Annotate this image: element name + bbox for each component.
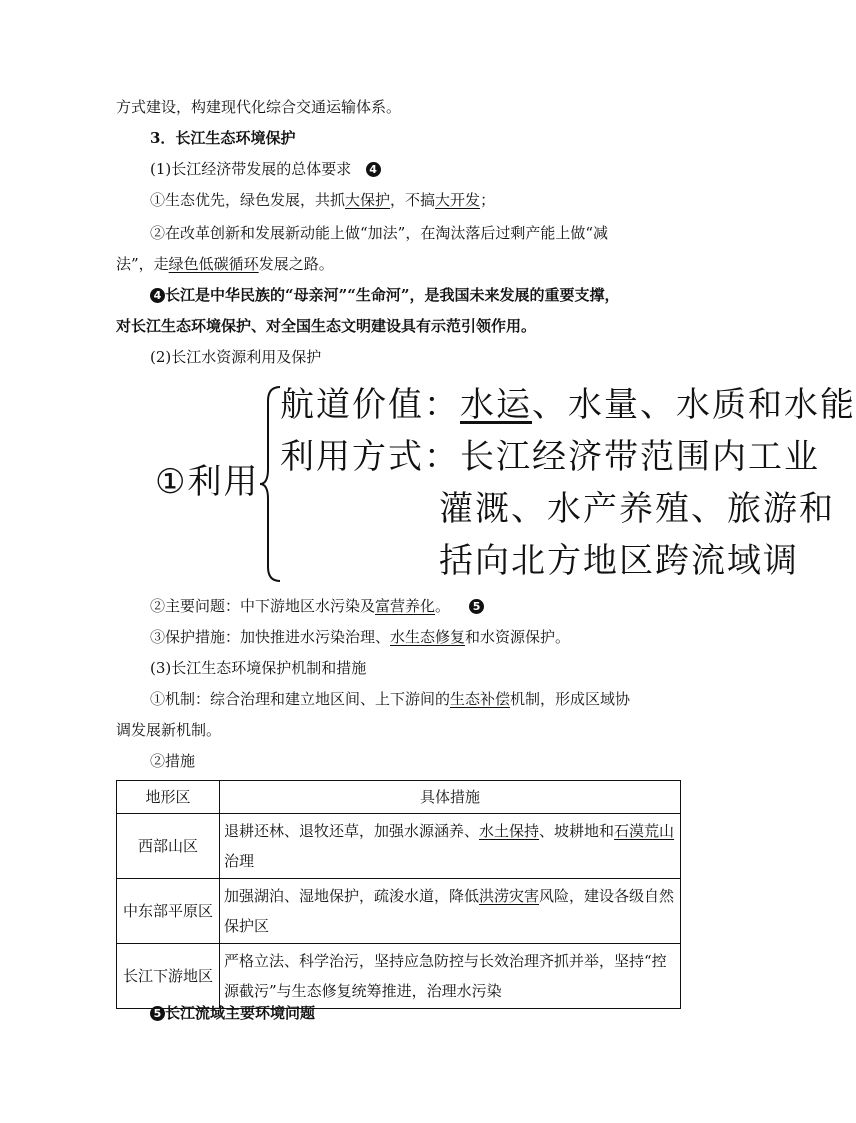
text: (2)长江水资源利用及保护 xyxy=(150,348,322,366)
text: 长江流域主要环境问题 xyxy=(165,1004,316,1022)
text: 、坡耕地和 xyxy=(539,822,615,840)
underlined-term: 大开发 xyxy=(435,191,481,209)
region-cell: 西部山区 xyxy=(117,814,220,879)
underlined-term: 水土保持 xyxy=(479,822,540,840)
note-marker-icon: 5 xyxy=(150,1006,165,1021)
table-row xyxy=(117,814,681,879)
text: ； xyxy=(480,191,496,209)
underlined-term: 水生态修复 xyxy=(390,628,466,646)
column-header: 地形区 xyxy=(117,781,220,814)
diagram-row xyxy=(439,489,835,529)
subheading xyxy=(150,659,366,677)
column-header: 具体措施 xyxy=(220,781,681,814)
note-line xyxy=(116,317,536,335)
text: 法”，走 xyxy=(116,255,169,273)
text: ③保护措施：加快推进水污染治理、 xyxy=(150,628,391,646)
text: 调发展新机制。 xyxy=(116,721,222,739)
text: 和水资源保护。 xyxy=(465,628,571,646)
paragraph-line xyxy=(116,98,401,116)
text: ①机制：综合治理和建立地区间、上下游间的 xyxy=(150,690,451,708)
diagram-row xyxy=(280,437,820,477)
paragraph-line xyxy=(150,628,570,646)
paragraph-line xyxy=(150,690,630,708)
diagram-row xyxy=(439,541,799,581)
text: 长江是中华民族的“母亲河”“生命河”，是我国未来发展的重要支撑， xyxy=(165,286,620,304)
table-header-row xyxy=(117,781,681,814)
text: 。 xyxy=(435,597,451,615)
note-marker-icon: 4 xyxy=(150,288,165,303)
text: 对长江生态环境保护、对全国生态文明建设具有示范引领作用。 xyxy=(116,317,537,335)
paragraph-line xyxy=(116,255,334,273)
section-heading xyxy=(150,129,295,147)
text: 退耕还林、退牧还草，加强水源涵养、 xyxy=(224,822,480,840)
footer-note xyxy=(150,1004,315,1022)
measure-cell xyxy=(220,944,681,1009)
underlined-term: 石漠荒山 xyxy=(614,822,675,840)
measure-cell xyxy=(220,879,681,944)
paragraph-line xyxy=(150,191,495,209)
region-cell: 长江下游地区 xyxy=(117,944,220,1009)
heading-text: 3．长江生态环境保护 xyxy=(150,129,296,147)
underlined-term: 洪涝灾害 xyxy=(479,887,540,905)
text: 加强湖泊、湿地保护，疏浚水道，降低 xyxy=(224,887,480,905)
table-row xyxy=(117,879,681,944)
diagram-row xyxy=(280,385,856,425)
diagram-left-label xyxy=(155,462,259,502)
text: ②在改革创新和发展新动能上做“加法”，在淘汰落后过剩产能上做“减 xyxy=(150,224,609,242)
paragraph-line xyxy=(150,224,608,242)
text: 发展之路。 xyxy=(258,255,334,273)
subheading xyxy=(150,160,381,178)
note-marker-icon: 4 xyxy=(366,162,381,177)
underlined-term: 生态补偿 xyxy=(450,690,511,708)
underlined-term: 富营养化 xyxy=(375,597,436,615)
underlined-term: 水运 xyxy=(460,385,532,425)
note-marker-icon: 5 xyxy=(469,599,484,614)
text: 风险，建设各级自然保护区 xyxy=(224,887,675,935)
measure-cell xyxy=(220,814,681,879)
text: (3)长江生态环境保护机制和措施 xyxy=(150,659,367,677)
text: 灌溉、水产养殖、旅游和 xyxy=(439,489,835,529)
text: 、水量、水质和水能 xyxy=(532,385,856,425)
text: ①利用 xyxy=(155,462,260,502)
text: ②主要问题：中下游地区水污染及 xyxy=(150,597,376,615)
text: 利用方式： xyxy=(280,437,460,477)
text: 方式建设，构建现代化综合交通运输体系。 xyxy=(116,98,402,116)
brace-icon xyxy=(258,385,282,583)
region-cell: 中东部平原区 xyxy=(117,879,220,944)
measures-table xyxy=(116,780,681,1009)
text: (1)长江经济带发展的总体要求 xyxy=(150,160,352,178)
subheading xyxy=(150,348,321,366)
paragraph-line xyxy=(116,721,221,739)
text: 长江经济带范围内工业 xyxy=(460,437,820,477)
underlined-term: 绿色低碳循环 xyxy=(168,255,259,273)
text: 括向北方地区跨流域调 xyxy=(439,541,799,581)
underlined-term: 大保护 xyxy=(345,191,391,209)
text: 严格立法、科学治污，坚持应急防控与长效治理齐抓并举，坚持“控源截污”与生态修复统筹推进，治理水污染 xyxy=(224,952,667,1000)
text: ，不搞 xyxy=(390,191,436,209)
text: ①生态优先，绿色发展，共抓 xyxy=(150,191,346,209)
text: 航道价值： xyxy=(280,385,460,425)
table-row xyxy=(117,944,681,1009)
paragraph-line xyxy=(150,597,484,615)
text: 治理 xyxy=(224,852,255,870)
paragraph-line xyxy=(150,752,195,770)
note-line xyxy=(150,286,620,304)
text: 机制，形成区域协 xyxy=(510,690,631,708)
text: ②措施 xyxy=(150,752,196,770)
